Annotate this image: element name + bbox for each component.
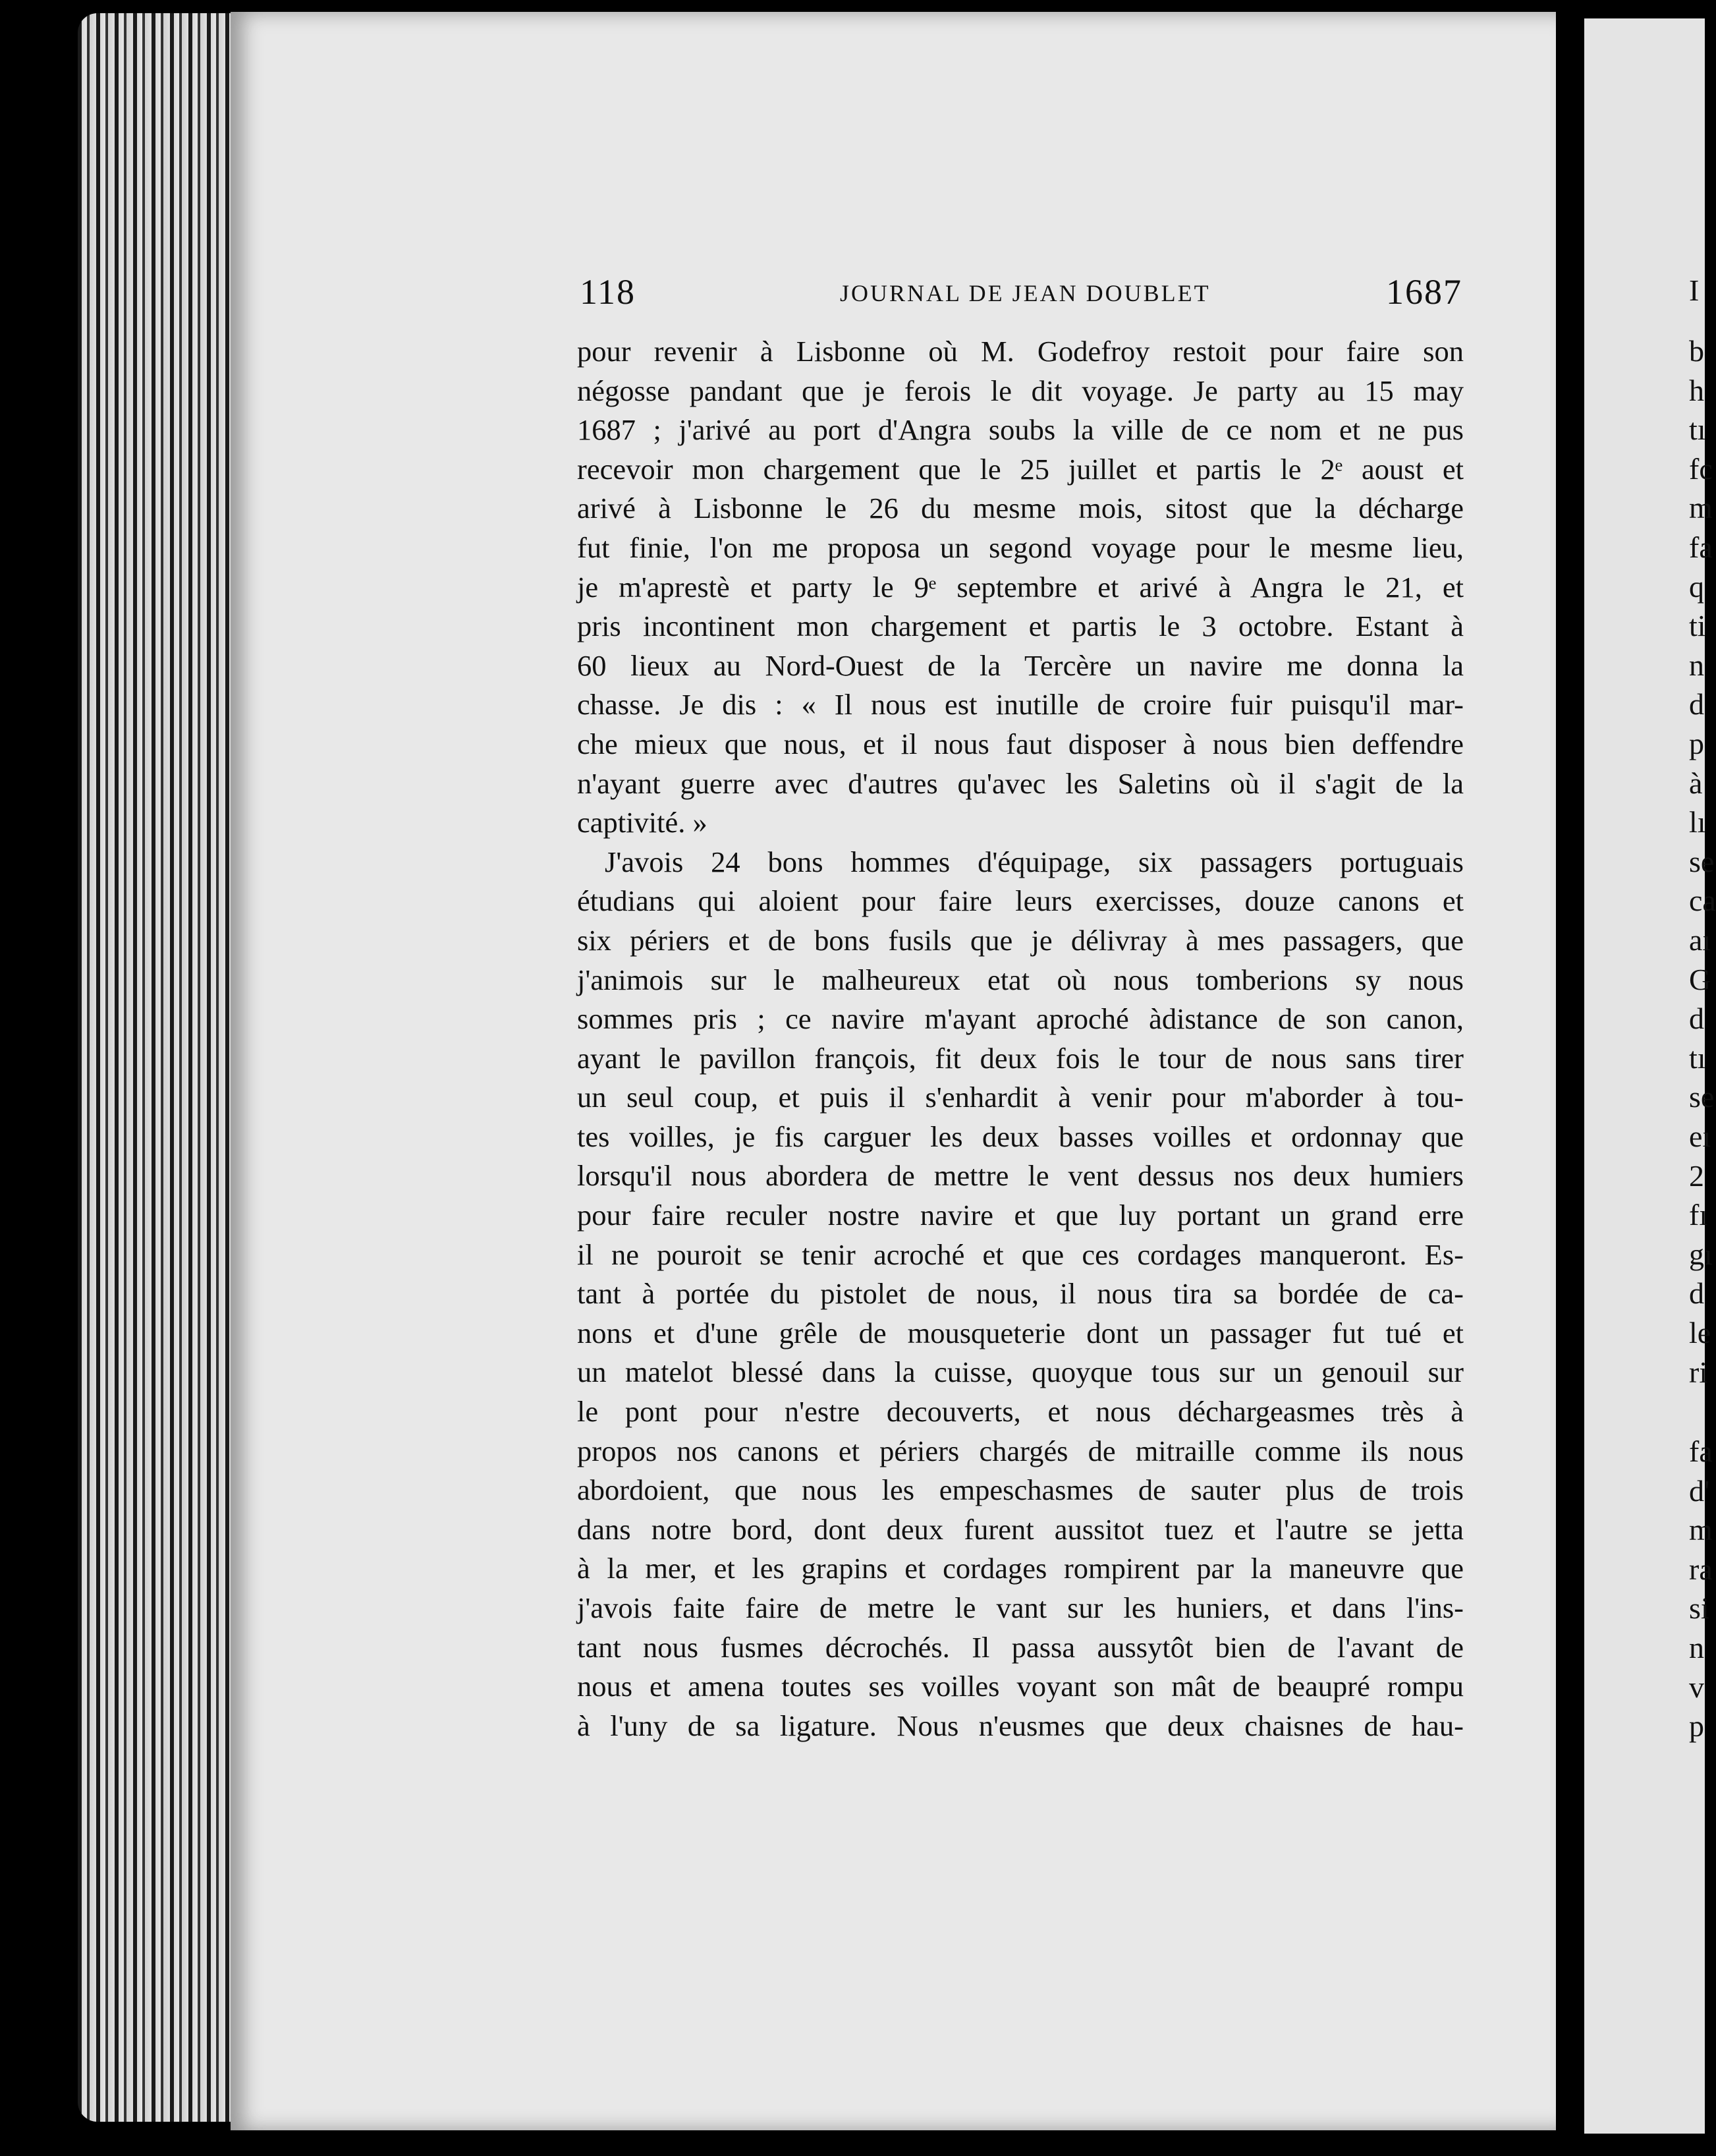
- text-line: un seul coup, et puis il s'enhardit à venir pour m'aborder à tou-: [577, 1081, 1464, 1114]
- facing-page-fragment: eı: [1689, 1120, 1711, 1153]
- text-line: pour faire reculer nostre navire et que luy portant un grand erre: [577, 1199, 1464, 1232]
- facing-page-fragment: n: [1689, 1631, 1704, 1664]
- facing-page-fragment: d: [1689, 1276, 1704, 1311]
- book-fore-edge: [78, 13, 233, 2122]
- text-line: six périers et de bons fusils que je délivray à mes passagers, que: [577, 923, 1464, 957]
- text-line: 1687 ; j'arivé au port d'Angra soubs la ville de ce nom et ne pus: [577, 413, 1464, 447]
- text-line: chasse. Je dis : « Il nous est inutille de croire fuir puisqu'il mar-: [577, 688, 1464, 722]
- text-line: ayant le pavillon françois, fit deux fois le tour de nous sans tirer: [577, 1041, 1464, 1075]
- text-line: tes voilles, je fis carguer les deux basses voilles et ordonnay que: [577, 1120, 1464, 1153]
- text-line: étudians qui aloient pour faire leurs exercisses, douze canons et: [577, 884, 1464, 918]
- text-line: à l'uny de sa ligature. Nous n'eusmes que deux chaisnes de hau-: [577, 1709, 1464, 1742]
- facing-page-fragment: fa: [1689, 1434, 1713, 1468]
- text-line: il ne pouroit se tenir acroché et que ces cordages manqueront. Es-: [577, 1237, 1464, 1271]
- text-line: che mieux que nous, et il nous faut disposer à nous bien deffendre: [577, 727, 1464, 760]
- facing-page-fragment: ri: [1689, 1355, 1708, 1389]
- facing-page-fragment: p: [1689, 727, 1704, 760]
- running-title: JOURNAL DE JEAN DOUBLET: [840, 280, 1211, 306]
- facing-page-fragment: h: [1689, 373, 1704, 407]
- facing-page-fragment: se: [1689, 1080, 1715, 1114]
- body-text: [577, 332, 1464, 1745]
- text-line: j'avois faite faire de metre le vant sur les huniers, et dans l'ins-: [577, 1591, 1464, 1624]
- text-line: recevoir mon chargement que le 25 juillet et partis le 2ᵉ aoust et: [577, 452, 1464, 486]
- facing-page-fragment: G: [1689, 962, 1711, 996]
- text-line: pris incontinent mon chargement et partis le 3 octobre. Estant à: [577, 610, 1464, 643]
- facing-page-fragment: tı: [1689, 412, 1706, 447]
- facing-page-fragment: 2: [1689, 1158, 1704, 1193]
- facing-page-fragment: d: [1689, 687, 1704, 722]
- text-line: tant à portée du pistolet de nous, il nous tira sa bordée de ca-: [577, 1277, 1464, 1311]
- text-line: nons et d'une grêle de mousqueterie dont un passager fut tué et: [577, 1316, 1464, 1349]
- facing-page-fragment: le: [1689, 1316, 1711, 1349]
- text-line: dans notre bord, dont deux furent aussitot tuez et l'autre se jetta: [577, 1512, 1464, 1546]
- text-line: fut finie, l'on me proposa un segond voyage pour le mesme lieu,: [577, 530, 1464, 564]
- text-line: n'ayant guerre avec d'autres qu'avec les Saletins où il s'agit de la: [577, 766, 1464, 800]
- facing-page-fragment: se: [1689, 844, 1715, 878]
- text-line: 60 lieux au Nord-Ouest de la Tercère un navire me donna la: [577, 648, 1464, 682]
- facing-page-fragment: d: [1689, 1002, 1704, 1036]
- text-line: négosse pandant que je ferois le dit voyage. Je party au 15 may: [577, 374, 1464, 407]
- facing-page-fragment: gı: [1689, 1237, 1713, 1271]
- facing-page-fragment: tı: [1689, 1040, 1706, 1075]
- gutter-shadow: [1556, 0, 1570, 2156]
- facing-page-fragment: fa: [1689, 530, 1713, 564]
- text-line: à la mer, et les grapins et cordages rompirent par la maneuvre que: [577, 1552, 1464, 1585]
- text-line: nous et amena toutes ses voilles voyant son mât de beaupré rompu: [577, 1670, 1464, 1703]
- facing-page-fragment: fc: [1689, 451, 1713, 486]
- facing-page-fragment: I: [1689, 273, 1700, 307]
- text-line: lorsqu'il nous abordera de mettre le vent dessus nos deux humiers: [577, 1159, 1464, 1193]
- facing-page-fragment: d': [1689, 1473, 1710, 1508]
- text-line: j'animois sur le malheureux etat où nous tomberions sy nous: [577, 963, 1464, 996]
- facing-page-fragment: ca: [1689, 884, 1716, 918]
- text-line: abordoient, que nous les empeschasmes de sauter plus de trois: [577, 1473, 1464, 1507]
- page-number: 118: [580, 272, 636, 312]
- facing-page-fragment: m: [1689, 1513, 1713, 1547]
- facing-page-fragment: b: [1689, 334, 1704, 368]
- facing-page-fragment: à: [1689, 766, 1703, 800]
- text-line: pour revenir à Lisbonne où M. Godefroy restoit pour faire son: [577, 335, 1464, 368]
- facing-page-fragment: m: [1689, 491, 1713, 525]
- facing-page-edge: [1584, 18, 1708, 2134]
- facing-page-fragment: p: [1689, 1709, 1704, 1744]
- facing-page-fragment: aı: [1689, 923, 1711, 957]
- facing-page-fragment: lı: [1689, 805, 1706, 839]
- text-line: propos nos canons et périers chargés de mitraille comme ils nous: [577, 1434, 1464, 1467]
- text-line: J'avois 24 bons hommes d'équipage, six passagers portuguais: [605, 845, 1464, 878]
- running-head: [580, 271, 1462, 311]
- facing-page-fragment: ra: [1689, 1552, 1713, 1586]
- text-line: je m'aprestè et party le 9ᵉ septembre et arivé à Angra le 21, et: [577, 570, 1464, 604]
- text-line: sommes pris ; ce navire m'ayant aproché àdistance de son canon,: [577, 1002, 1464, 1036]
- text-line: captivité. »: [577, 806, 707, 839]
- text-line: arivé à Lisbonne le 26 du mesme mois, sitost que la décharge: [577, 492, 1464, 525]
- facing-page-fragment: n: [1689, 648, 1704, 682]
- text-line: le pont pour n'estre decouverts, et nous déchargeasmes très à: [577, 1395, 1464, 1429]
- facing-page-fragment: q: [1689, 569, 1704, 604]
- text-line: tant nous fusmes décrochés. Il passa aussytôt bien de l'avant de: [577, 1630, 1464, 1664]
- facing-page-fragment: si: [1689, 1591, 1709, 1626]
- running-year: 1687: [1386, 272, 1462, 312]
- facing-page-fragment: fı: [1689, 1198, 1708, 1232]
- facing-page-fragment: ti: [1689, 609, 1706, 643]
- text-line: un matelot blessé dans la cuisse, quoyque tous sur un genouil sur: [577, 1355, 1464, 1389]
- facing-page-fragment: v: [1689, 1670, 1704, 1704]
